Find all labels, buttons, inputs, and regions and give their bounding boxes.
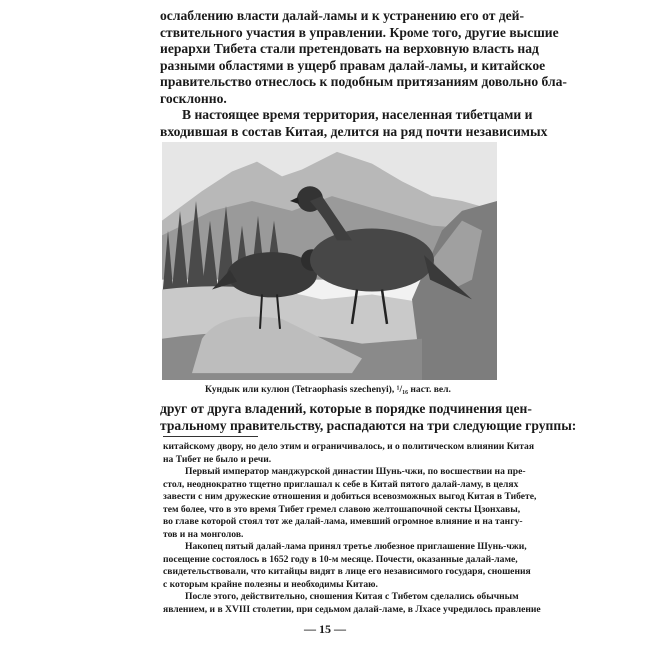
footnote-line: Накопец пятый далай-лама принял третье любезное приглашение Шунь-чжи,: [185, 541, 527, 552]
footnote-divider: [163, 436, 258, 437]
footnote-line: После этого, действительно, сношения Китая с Тибетом сделались обычным: [185, 591, 519, 602]
figure-caption: Кундык или кулюн (Tetraophasis szechenyi), ¹/₁₆ наст. вел.: [205, 384, 451, 395]
footnote-line: Первый император манджурской династии Шунь-чжи, по восшествии на пре-: [185, 466, 526, 477]
footnote-line: с которым крайне полезны и необходимы Китаю.: [163, 578, 378, 590]
footnote-line: явлением, и в XVIII столетии, при седьмом далай-ламе, в Лхасе учредилось правление: [163, 603, 541, 615]
footnote-line: завести с ним дружеские отношения и добиться всевозможных выгод Китая в Тибете,: [163, 491, 537, 502]
text-line: иерархи Тибета стали претендовать на верховную власть над: [160, 41, 539, 56]
footnote-line: свидетельствовали, что китайцы видят в лице его независимого государя, сношения: [163, 566, 531, 577]
footnote-line: китайскому двору, но дело этим и ограничивалось, и о политическом влиянии Китая: [163, 441, 535, 452]
footnote-line: тов и на монголов.: [163, 528, 244, 540]
text-line: ствительного участия в управлении. Кроме того, другие высшие: [160, 24, 559, 40]
footnote-line: на Тибет не было и речи.: [163, 453, 272, 465]
page-number: — 15 —: [304, 622, 346, 636]
text-line: разными областями в ущерб правам далай-ламы, и китайское: [160, 57, 546, 73]
text-line: госклонно.: [160, 90, 227, 106]
text-line: В настоящее время территория, населенная тибетцами и: [182, 107, 533, 122]
bird-illustration: [162, 142, 497, 380]
text-line: друг от друга владений, которые в порядке подчинения цен-: [160, 401, 532, 416]
text-line: правительство отнеслось к подобным притязаниям довольно бла-: [160, 74, 567, 89]
footnote-line: стол, неоднократно тщетно приглашал к себе в Китай пятого далай-ламу, в целях: [163, 478, 519, 490]
footnote-line: тем более, что в это время Тибет гремел славою желтошапочной секты Цзонхавы,: [163, 503, 521, 515]
footnote-line: посещение состоялось в 1652 году в 10-м месяце. Почести, оказанные далай-ламе,: [163, 553, 518, 565]
text-line: ослаблению власти далай-ламы и к устранению его от дей-: [160, 8, 525, 23]
text-line: тральному правительству, распадаются на три следующие группы:: [160, 418, 577, 433]
footnote-line: во главе которой стоял тот же далай-лама, имевший огромное влияние и на тангу-: [163, 516, 523, 527]
text-line: входившая в состав Китая, делится на ряд почти независимых: [160, 123, 548, 139]
